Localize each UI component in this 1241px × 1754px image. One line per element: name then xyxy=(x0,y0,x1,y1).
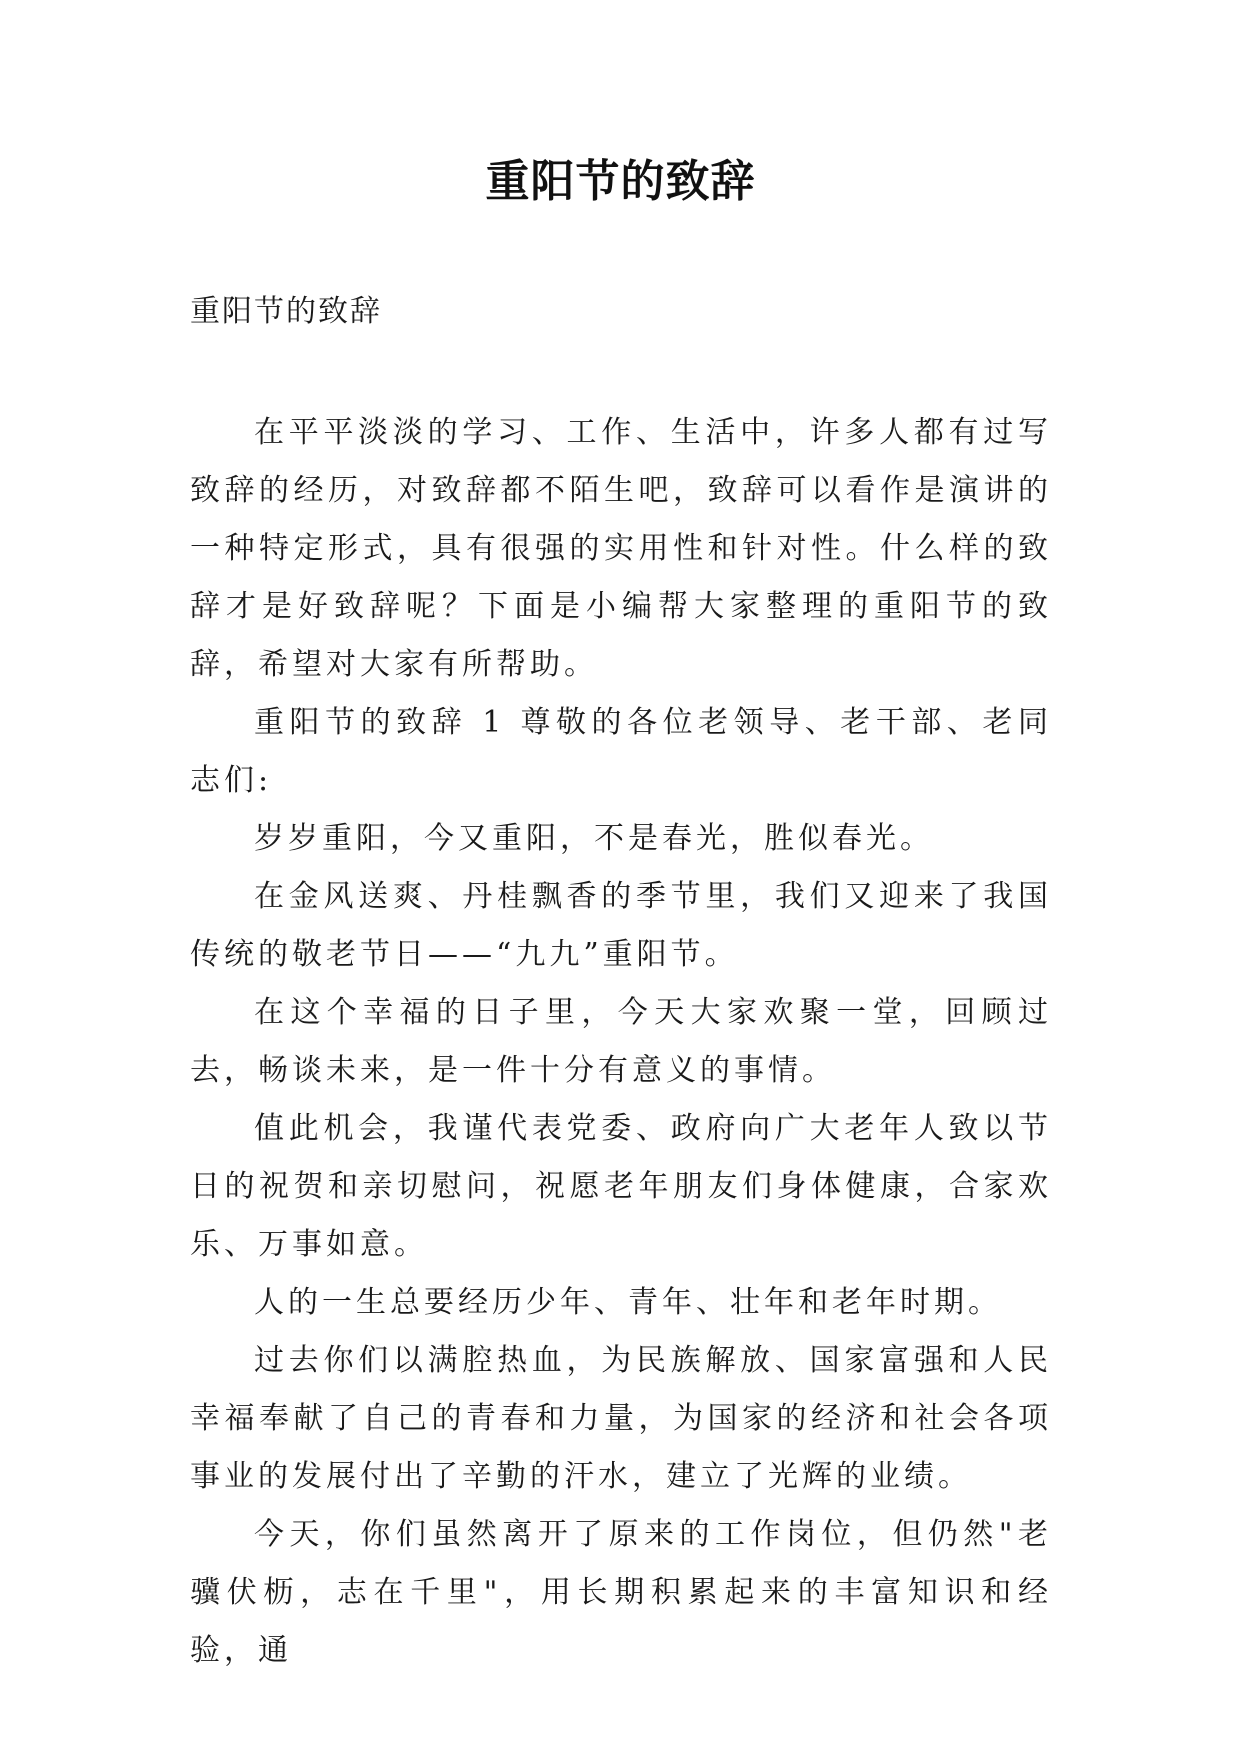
document-subtitle: 重阳节的致辞 xyxy=(190,294,382,329)
paragraph: 今天，你们虽然离开了原来的工作岗位，但仍然"老骥伏枥，志在千里"，用长期积累起来的丰富知识和经验，通 xyxy=(190,1517,1052,1668)
paragraph: 岁岁重阳，今又重阳，不是春光，胜似春光。 xyxy=(254,821,934,856)
document-body xyxy=(190,404,1052,1680)
paragraph: 人的一生总要经历少年、青年、壮年和老年时期。 xyxy=(254,1285,1002,1320)
paragraph: 在金风送爽、丹桂飘香的季节里，我们又迎来了我国传统的敬老节日——“九九”重阳节。 xyxy=(190,879,1052,972)
paragraph: 值此机会，我谨代表党委、政府向广大老年人致以节日的祝贺和亲切慰问，祝愿老年朋友们身体健康，合家欢乐、万事如意。 xyxy=(190,1111,1052,1262)
paragraph: 过去你们以满腔热血，为民族解放、国家富强和人民幸福奉献了自己的青春和力量，为国家的经济和社会各项事业的发展付出了辛勤的汗水，建立了光辉的业绩。 xyxy=(190,1343,1052,1494)
paragraph-intro: 在平平淡淡的学习、工作、生活中，许多人都有过写致辞的经历，对致辞都不陌生吧，致辞可以看作是演讲的一种特定形式，具有很强的实用性和针对性。什么样的致辞才是好致辞呢？下面是小编帮大家整理的重阳节的致辞，希望对大家有所帮助。 xyxy=(190,415,1052,682)
paragraph: 在这个幸福的日子里，今天大家欢聚一堂，回顾过去，畅谈未来，是一件十分有意义的事情。 xyxy=(190,995,1052,1088)
paragraph-salutation: 重阳节的致辞 1 尊敬的各位老领导、老干部、老同志们: xyxy=(190,705,1052,798)
document-title: 重阳节的致辞 xyxy=(485,156,756,207)
